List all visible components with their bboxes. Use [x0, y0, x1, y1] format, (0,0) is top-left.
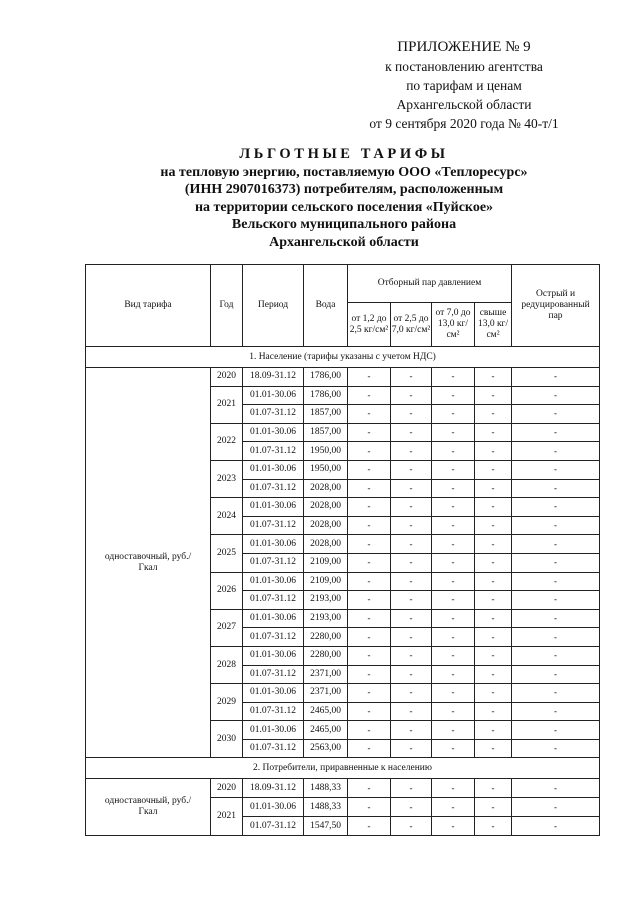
- water-cell: 2193,00: [304, 591, 348, 610]
- year-cell: 2025: [211, 535, 243, 572]
- empty-value-cell: -: [432, 498, 475, 517]
- empty-value-cell: -: [391, 572, 432, 591]
- empty-value-cell: -: [348, 405, 391, 424]
- water-cell: 2028,00: [304, 498, 348, 517]
- empty-value-cell: -: [432, 609, 475, 628]
- empty-value-cell: -: [432, 479, 475, 498]
- empty-value-cell: -: [348, 479, 391, 498]
- empty-value-cell: -: [391, 386, 432, 405]
- period-cell: 01.01-30.06: [243, 684, 304, 703]
- water-cell: 1857,00: [304, 423, 348, 442]
- water-cell: 2280,00: [304, 628, 348, 647]
- empty-value-cell: -: [432, 368, 475, 387]
- empty-value-cell: -: [348, 460, 391, 479]
- empty-value-cell: -: [512, 368, 600, 387]
- annex-line: по тарифам и ценам: [406, 78, 522, 93]
- empty-value-cell: -: [391, 405, 432, 424]
- year-cell: 2020: [211, 779, 243, 798]
- water-cell: 2193,00: [304, 609, 348, 628]
- empty-value-cell: -: [475, 628, 512, 647]
- empty-value-cell: -: [512, 423, 600, 442]
- empty-value-cell: -: [512, 553, 600, 572]
- year-cell: 2029: [211, 684, 243, 721]
- year-cell: 2020: [211, 368, 243, 387]
- empty-value-cell: -: [391, 498, 432, 517]
- annex-line: к постановлению агентства: [385, 59, 543, 74]
- empty-value-cell: -: [391, 368, 432, 387]
- table-row: [86, 779, 600, 798]
- empty-value-cell: -: [475, 516, 512, 535]
- water-cell: 2465,00: [304, 721, 348, 740]
- empty-value-cell: -: [391, 702, 432, 721]
- empty-value-cell: -: [348, 646, 391, 665]
- empty-value-cell: -: [432, 646, 475, 665]
- title-main: ЛЬГОТНЫЕ ТАРИФЫ: [239, 146, 449, 162]
- empty-value-cell: -: [391, 779, 432, 798]
- header-pressure-4: свыше 13,0 кг/см²: [475, 303, 512, 347]
- empty-value-cell: -: [348, 423, 391, 442]
- empty-value-cell: -: [475, 460, 512, 479]
- empty-value-cell: -: [512, 817, 600, 836]
- period-cell: 01.01-30.06: [243, 386, 304, 405]
- water-cell: 2028,00: [304, 535, 348, 554]
- year-cell: 2028: [211, 646, 243, 683]
- header-period: Период: [243, 265, 304, 347]
- header-water: Вода: [304, 265, 348, 347]
- empty-value-cell: -: [348, 553, 391, 572]
- period-cell: 01.01-30.06: [243, 498, 304, 517]
- period-cell: 01.07-31.12: [243, 628, 304, 647]
- empty-value-cell: -: [512, 609, 600, 628]
- empty-value-cell: -: [512, 535, 600, 554]
- empty-value-cell: -: [475, 702, 512, 721]
- year-cell: 2021: [211, 386, 243, 423]
- water-cell: 2371,00: [304, 665, 348, 684]
- empty-value-cell: -: [512, 498, 600, 517]
- empty-value-cell: -: [348, 368, 391, 387]
- empty-value-cell: -: [432, 702, 475, 721]
- empty-value-cell: -: [512, 479, 600, 498]
- empty-value-cell: -: [391, 479, 432, 498]
- title-line: (ИНН 2907016373) потребителям, расположенным: [184, 182, 504, 197]
- empty-value-cell: -: [475, 817, 512, 836]
- water-cell: 2028,00: [304, 479, 348, 498]
- tariff-type: одноставочный, руб./Гкал: [86, 368, 211, 758]
- empty-value-cell: -: [348, 628, 391, 647]
- document-title: [60, 146, 628, 251]
- empty-value-cell: -: [432, 779, 475, 798]
- empty-value-cell: -: [432, 817, 475, 836]
- title-line: на тепловую энергию, поставляемую ООО «Теплоресурс»: [160, 164, 528, 180]
- empty-value-cell: -: [391, 721, 432, 740]
- empty-value-cell: -: [391, 423, 432, 442]
- water-cell: 2563,00: [304, 739, 348, 758]
- period-cell: 18.09-31.12: [243, 779, 304, 798]
- period-cell: 01.07-31.12: [243, 405, 304, 424]
- empty-value-cell: -: [475, 498, 512, 517]
- section-row: [86, 347, 600, 368]
- empty-value-cell: -: [348, 386, 391, 405]
- empty-value-cell: -: [348, 721, 391, 740]
- empty-value-cell: -: [348, 535, 391, 554]
- empty-value-cell: -: [512, 665, 600, 684]
- empty-value-cell: -: [432, 665, 475, 684]
- period-cell: 01.07-31.12: [243, 516, 304, 535]
- empty-value-cell: -: [348, 798, 391, 817]
- empty-value-cell: -: [348, 739, 391, 758]
- water-cell: 1950,00: [304, 460, 348, 479]
- empty-value-cell: -: [475, 684, 512, 703]
- empty-value-cell: -: [348, 779, 391, 798]
- empty-value-cell: -: [391, 553, 432, 572]
- empty-value-cell: -: [432, 405, 475, 424]
- empty-value-cell: -: [391, 665, 432, 684]
- empty-value-cell: -: [512, 628, 600, 647]
- empty-value-cell: -: [475, 423, 512, 442]
- water-cell: 2109,00: [304, 553, 348, 572]
- empty-value-cell: -: [475, 798, 512, 817]
- empty-value-cell: -: [432, 386, 475, 405]
- section-title: 1. Население (тарифы указаны с учетом НДС): [86, 347, 600, 368]
- empty-value-cell: -: [391, 646, 432, 665]
- water-cell: 2109,00: [304, 572, 348, 591]
- empty-value-cell: -: [432, 535, 475, 554]
- annex-date: от 9 сентября 2020 года № 40-т/1: [369, 116, 559, 131]
- empty-value-cell: -: [475, 721, 512, 740]
- empty-value-cell: -: [475, 405, 512, 424]
- empty-value-cell: -: [432, 684, 475, 703]
- empty-value-cell: -: [432, 553, 475, 572]
- year-cell: 2021: [211, 798, 243, 836]
- empty-value-cell: -: [512, 721, 600, 740]
- empty-value-cell: -: [475, 739, 512, 758]
- period-cell: 18.09-31.12: [243, 368, 304, 387]
- empty-value-cell: -: [348, 572, 391, 591]
- empty-value-cell: -: [475, 609, 512, 628]
- title-line: на территории сельского поселения «Пуйское»: [194, 199, 494, 215]
- header-pressure-2: от 2,5 до 7,0 кг/см²: [391, 303, 432, 347]
- title-line: Архангельской области: [269, 234, 419, 250]
- empty-value-cell: -: [391, 591, 432, 610]
- empty-value-cell: -: [512, 702, 600, 721]
- empty-value-cell: -: [475, 386, 512, 405]
- empty-value-cell: -: [512, 739, 600, 758]
- empty-value-cell: -: [348, 498, 391, 517]
- empty-value-cell: -: [432, 442, 475, 461]
- empty-value-cell: -: [475, 665, 512, 684]
- water-cell: 1547,50: [304, 817, 348, 836]
- year-cell: 2026: [211, 572, 243, 609]
- empty-value-cell: -: [475, 479, 512, 498]
- water-cell: 1786,00: [304, 386, 348, 405]
- period-cell: 01.07-31.12: [243, 817, 304, 836]
- empty-value-cell: -: [432, 516, 475, 535]
- empty-value-cell: -: [475, 572, 512, 591]
- empty-value-cell: -: [348, 516, 391, 535]
- empty-value-cell: -: [391, 460, 432, 479]
- water-cell: 1786,00: [304, 368, 348, 387]
- period-cell: 01.01-30.06: [243, 423, 304, 442]
- empty-value-cell: -: [432, 798, 475, 817]
- header-pressure-3: от 7,0 до 13,0 кг/см²: [432, 303, 475, 347]
- empty-value-cell: -: [512, 684, 600, 703]
- empty-value-cell: -: [512, 442, 600, 461]
- empty-value-cell: -: [432, 572, 475, 591]
- empty-value-cell: -: [475, 535, 512, 554]
- empty-value-cell: -: [348, 684, 391, 703]
- header-sharp-steam: Острый и редуцированный пар: [512, 265, 600, 347]
- empty-value-cell: -: [348, 817, 391, 836]
- empty-value-cell: -: [391, 516, 432, 535]
- period-cell: 01.01-30.06: [243, 572, 304, 591]
- empty-value-cell: -: [348, 609, 391, 628]
- water-cell: 1488,33: [304, 779, 348, 798]
- year-cell: 2024: [211, 498, 243, 535]
- empty-value-cell: -: [391, 609, 432, 628]
- empty-value-cell: -: [348, 702, 391, 721]
- period-cell: 01.01-30.06: [243, 721, 304, 740]
- header-steam: Отборный пар давлением: [348, 265, 512, 303]
- empty-value-cell: -: [432, 591, 475, 610]
- empty-value-cell: -: [512, 386, 600, 405]
- empty-value-cell: -: [391, 798, 432, 817]
- empty-value-cell: -: [512, 591, 600, 610]
- empty-value-cell: -: [391, 442, 432, 461]
- title-line: Вельского муниципального района: [231, 217, 457, 232]
- water-cell: 1488,33: [304, 798, 348, 817]
- section-title: 2. Потребители, приравненные к населению: [86, 758, 600, 779]
- empty-value-cell: -: [512, 779, 600, 798]
- period-cell: 01.07-31.12: [243, 553, 304, 572]
- header-pressure-1: от 1,2 до 2,5 кг/см²: [348, 303, 391, 347]
- period-cell: 01.01-30.06: [243, 460, 304, 479]
- empty-value-cell: -: [348, 665, 391, 684]
- empty-value-cell: -: [475, 553, 512, 572]
- water-cell: 1857,00: [304, 405, 348, 424]
- period-cell: 01.01-30.06: [243, 646, 304, 665]
- water-cell: 1950,00: [304, 442, 348, 461]
- annex-number: ПРИЛОЖЕНИЕ № 9: [397, 39, 531, 55]
- year-cell: 2022: [211, 423, 243, 460]
- empty-value-cell: -: [432, 739, 475, 758]
- empty-value-cell: -: [512, 405, 600, 424]
- header-type: Вид тарифа: [86, 265, 211, 347]
- empty-value-cell: -: [512, 798, 600, 817]
- empty-value-cell: -: [475, 779, 512, 798]
- period-cell: 01.07-31.12: [243, 442, 304, 461]
- empty-value-cell: -: [391, 817, 432, 836]
- empty-value-cell: -: [475, 646, 512, 665]
- empty-value-cell: -: [391, 628, 432, 647]
- empty-value-cell: -: [348, 591, 391, 610]
- water-cell: 2371,00: [304, 684, 348, 703]
- annex-header: [330, 38, 598, 133]
- empty-value-cell: -: [391, 535, 432, 554]
- period-cell: 01.01-30.06: [243, 535, 304, 554]
- empty-value-cell: -: [512, 516, 600, 535]
- empty-value-cell: -: [432, 721, 475, 740]
- water-cell: 2028,00: [304, 516, 348, 535]
- water-cell: 2280,00: [304, 646, 348, 665]
- section-row: [86, 758, 600, 779]
- water-cell: 2465,00: [304, 702, 348, 721]
- year-cell: 2030: [211, 721, 243, 758]
- period-cell: 01.07-31.12: [243, 479, 304, 498]
- empty-value-cell: -: [475, 368, 512, 387]
- empty-value-cell: -: [512, 460, 600, 479]
- year-cell: 2027: [211, 609, 243, 646]
- period-cell: 01.07-31.12: [243, 739, 304, 758]
- tariff-table: [85, 264, 600, 836]
- empty-value-cell: -: [391, 684, 432, 703]
- empty-value-cell: -: [391, 739, 432, 758]
- empty-value-cell: -: [512, 572, 600, 591]
- year-cell: 2023: [211, 460, 243, 497]
- period-cell: 01.07-31.12: [243, 665, 304, 684]
- empty-value-cell: -: [432, 628, 475, 647]
- empty-value-cell: -: [475, 591, 512, 610]
- empty-value-cell: -: [432, 423, 475, 442]
- period-cell: 01.07-31.12: [243, 702, 304, 721]
- tariff-type: одноставочный, руб./Гкал: [86, 779, 211, 836]
- empty-value-cell: -: [348, 442, 391, 461]
- empty-value-cell: -: [475, 442, 512, 461]
- annex-line: Архангельской области: [396, 97, 532, 112]
- period-cell: 01.07-31.12: [243, 591, 304, 610]
- period-cell: 01.01-30.06: [243, 798, 304, 817]
- header-year: Год: [211, 265, 243, 347]
- table-row: [86, 368, 600, 387]
- period-cell: 01.01-30.06: [243, 609, 304, 628]
- empty-value-cell: -: [432, 460, 475, 479]
- empty-value-cell: -: [512, 646, 600, 665]
